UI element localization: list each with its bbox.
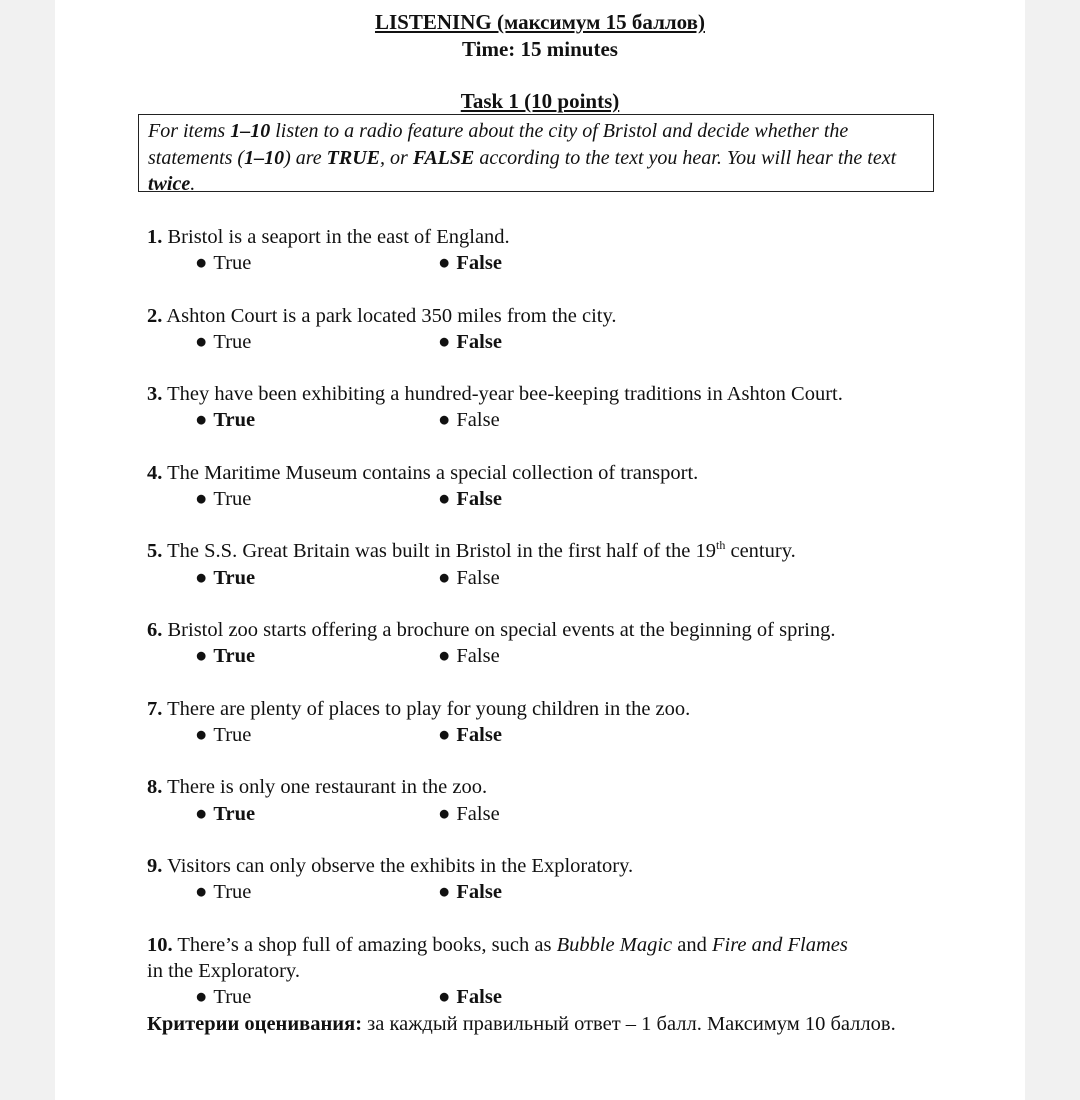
q5-option-true[interactable]: ● True [195, 567, 256, 589]
question-9: 9. Visitors can only observe the exhibits in the Exploratory. [147, 855, 634, 877]
q3-option-true[interactable]: ● True [195, 409, 256, 431]
q8-option-false[interactable]: ● False [438, 803, 500, 825]
page-title: LISTENING (максимум 15 баллов) [374, 10, 705, 34]
question-2: 2. Ashton Court is a park located 350 miles from the city. [147, 305, 617, 327]
question-8: 8. There is only one restaurant in the zoo. [147, 776, 488, 798]
q9-option-true[interactable]: ● True [195, 881, 252, 903]
q1-option-true[interactable]: ● True [195, 252, 252, 274]
question-6: 6. Bristol zoo starts offering a brochure on special events at the beginning of spring. [147, 619, 836, 641]
q6-option-false[interactable]: ● False [438, 645, 500, 667]
q7-option-false[interactable]: ● False [438, 724, 502, 746]
q9-option-false[interactable]: ● False [438, 881, 502, 903]
question-5: 5. The S.S. Great Britain was built in Bristol in the first half of the 19th century. [147, 538, 796, 562]
q10-option-true[interactable]: ● True [195, 986, 252, 1008]
q1-option-false[interactable]: ● False [438, 252, 502, 274]
q2-option-false[interactable]: ● False [438, 331, 502, 353]
q10-option-false[interactable]: ● False [438, 986, 502, 1008]
q8-option-true[interactable]: ● True [195, 803, 256, 825]
q4-option-false[interactable]: ● False [438, 488, 502, 510]
question-10: 10. There’s a shop full of amazing books, such as Bubble Magic and Fire and Flames in the Exploratory. [147, 934, 848, 982]
time-limit: Time: 15 minutes [462, 37, 618, 61]
q5-option-false[interactable]: ● False [438, 567, 500, 589]
q4-option-true[interactable]: ● True [195, 488, 252, 510]
question-3: 3. They have been exhibiting a hundred-year bee-keeping traditions in Ashton Court. [147, 383, 843, 405]
instructions-box: For items 1–10 listen to a radio feature about the city of Bristol and decide whether the statements (1–10) are TRUE, or FALSE according to the text you hear. You will hear the text twice. [138, 114, 934, 192]
question-1: 1. Bristol is a seaport in the east of England. [147, 226, 510, 248]
q2-option-true[interactable]: ● True [195, 331, 252, 353]
question-7: 7. There are plenty of places to play for young children in the zoo. [147, 698, 691, 720]
grading-criteria: Критерии оценивания: за каждый правильный ответ – 1 балл. Максимум 10 баллов. [147, 1013, 896, 1035]
q3-option-false[interactable]: ● False [438, 409, 500, 431]
q7-option-true[interactable]: ● True [195, 724, 252, 746]
q6-option-true[interactable]: ● True [195, 645, 256, 667]
task-title: Task 1 (10 points) [460, 89, 620, 113]
question-4: 4. The Maritime Museum contains a special collection of transport. [147, 462, 699, 484]
